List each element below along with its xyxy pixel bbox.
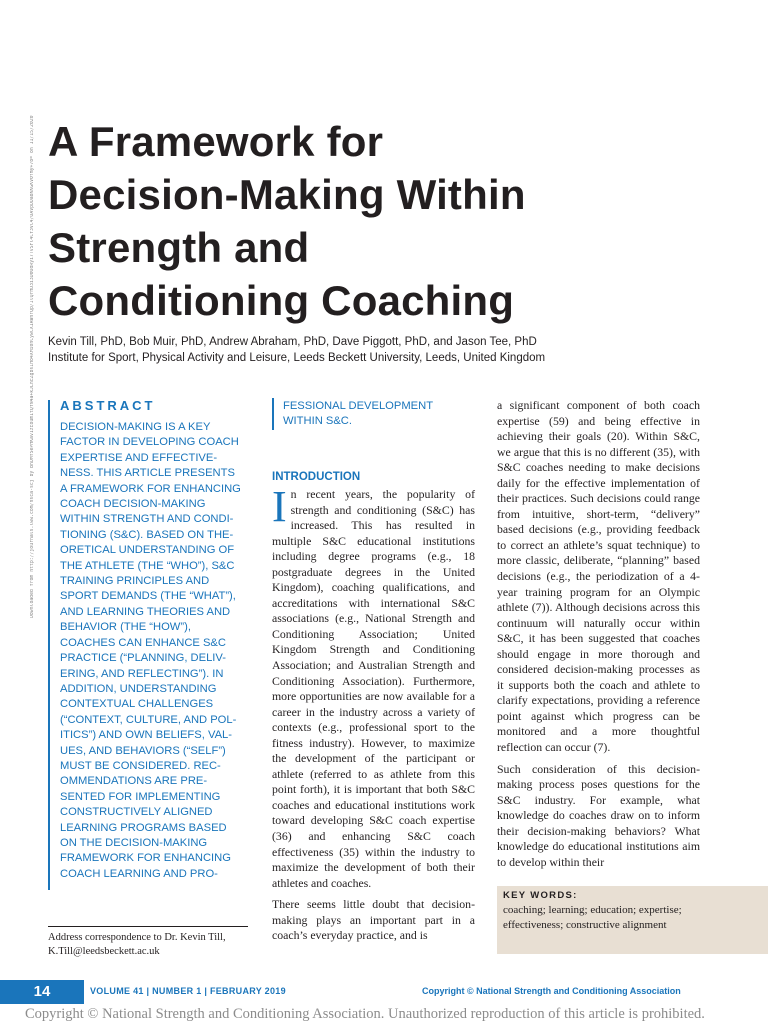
- abstract-line: AND LEARNING THEORIES AND: [60, 605, 231, 618]
- footer-copyright: Copyright © National Strength and Conditioning Association: [422, 986, 681, 996]
- abstract-heading: ABSTRACT: [60, 398, 156, 413]
- download-watermark: [28, 115, 40, 868]
- abstract-line: TIONING (S&C). BASED ON THE-: [60, 528, 234, 541]
- abstract-line: A FRAMEWORK FOR ENHANCING: [60, 482, 241, 495]
- abstract-line: TRAINING PRINCIPLES AND: [60, 575, 210, 588]
- journal-volume: VOLUME 41 | NUMBER 1 | FEBRUARY 2019: [90, 986, 286, 996]
- introduction-heading: INTRODUCTION: [272, 471, 361, 483]
- article-title: [48, 115, 748, 327]
- abstract-line: DECISION-MAKING IS A KEY: [60, 421, 211, 433]
- abstract-line: OMMENDATIONS ARE PRE-: [60, 775, 208, 788]
- drop-cap: I: [272, 482, 287, 531]
- abstract-rule: [48, 400, 50, 890]
- abstract-line: WITHIN STRENGTH AND CONDI-: [60, 513, 234, 526]
- abstract-line: COACH DECISION-MAKING: [60, 498, 206, 511]
- body-column-middle: [272, 482, 475, 950]
- abstract-line: PRACTICE (“PLANNING, DELIV-: [60, 652, 226, 665]
- abstract-continuation-rule: [272, 398, 274, 430]
- abstract-line: COACH LEARNING AND PRO-: [60, 867, 218, 880]
- abstract-line: UES, AND BEHAVIORS (“SELF”): [60, 744, 226, 757]
- abstract-line: CONTEXTUAL CHALLENGES: [60, 698, 214, 711]
- abstract-line: FACTOR IN DEVELOPING COACH: [60, 436, 239, 449]
- body-paragraph: a significant component of both coach expertise (59) and being effective in achieving their goals (20). Within S&C, we argue that this is no different (35), with S&C coaches needing to make decisions daily for the effective implementation of their practices. Such decisions could range from intuitive, short-term, “delivery” based decisions (e.g., providing feedback to correct an athlete’s squat technique) to more classic, deliberate, “planning” based decisions (e.g., the periodization of a 4-year training program for an Olympic athlete (7)). Although decisions across this continuum will naturally occur within S&C, it has been suggested that coaches should engage in more thorough and considered decision-making processes as it supports both the coach and athlete to clarify expectations, providing a reference point against which progress can be monitored and a more thoughtful reflection can occur (7).: [497, 398, 700, 755]
- abstract-line: LEARNING PROGRAMS BASED: [60, 821, 227, 834]
- abstract-line: ERING, AND REFLECTING”). IN: [60, 667, 224, 680]
- abstract-line: EXPERTISE AND EFFECTIVE-: [60, 451, 218, 464]
- keywords-heading: KEY WORDS:: [503, 890, 578, 901]
- abstract-line: ORETICAL UNDERSTANDING OF: [60, 544, 235, 557]
- abstract-line: SPORT DEMANDS (THE “WHAT”),: [60, 590, 236, 603]
- abstract-text: [60, 420, 260, 882]
- footnote-rule: [48, 926, 248, 927]
- title-line: A Framework for: [48, 118, 384, 165]
- abstract-line: ON THE DECISION-MAKING: [60, 836, 208, 849]
- body-paragraph: Such consideration of this decision-making process poses questions for the S&C industry. For example, what knowledge do coaches draw on to inform their decision-making behaviors? What knowledge do educational institutions aim to develop within their: [497, 761, 700, 869]
- abstract-continuation: [283, 399, 433, 430]
- abstract-line: BEHAVIOR (THE “HOW”),: [60, 621, 191, 634]
- abstract-line: (“CONTEXT, CULTURE, AND POL-: [60, 713, 237, 726]
- affiliation: Institute for Sport, Physical Activity and Leisure, Leeds Beckett University, Leeds, United Kingdom: [48, 352, 546, 364]
- page-number: 14: [0, 980, 84, 1004]
- abstract-line: FESSIONAL DEVELOPMENT: [283, 400, 434, 412]
- abstract-line: ADDITION, UNDERSTANDING: [60, 682, 217, 695]
- body-column-right: [497, 398, 700, 876]
- abstract-line: CONSTRUCTIVELY ALIGNED: [60, 806, 213, 819]
- authors: Kevin Till, PhD, Bob Muir, PhD, Andrew Abraham, PhD, Dave Piggott, PhD, and Jason Tee, PhD: [48, 336, 537, 348]
- paragraph-text: n recent years, the popularity of strength and conditioning (S&C) has increased. This has resulted in multiple S&C educational institutions including degree programs (e.g., 18 postgraduate degrees in the United Kingdom), coaching qualifications, and accreditations with international S&C associations (e.g., National Strength and Conditioning Association; United Kingdom Strength and Conditioning Association; and Australian Strength and Conditioning Association). Furthermore, more opportunities are now available for a career in the industry across a variety of contexts (e.g., professional sport to the fitness industry). However, to maximize the development of the participant or athlete (referred to as athlete from this point forth), it is important that both S&C coaches and educational institutions work toward developing S&C coach expertise (36) and enhancing S&C coach effectiveness (35) within the industry to maximize the development of both their athletes and coaches.: [272, 487, 475, 890]
- copyright-notice: Copyright © National Strength and Conditioning Association. Unauthorized reproduction of this article is prohibited.: [25, 1006, 705, 1022]
- body-paragraph: There seems little doubt that decision-making plays an important part in a coach’s everyday practice, and is: [272, 897, 475, 943]
- abstract-line: MUST BE CONSIDERED. REC-: [60, 759, 221, 772]
- abstract-line: NESS. THIS ARTICLE PRESENTS: [60, 467, 235, 480]
- author-block: [48, 334, 545, 366]
- keywords-text: coaching; learning; education; expertise; effectiveness; constructive alignment: [503, 904, 682, 931]
- correspondence-address: Address correspondence to Dr. Kevin Till, K.Till@leedsbeckett.ac.uk: [48, 932, 226, 957]
- abstract-line: THE ATHLETE (THE “WHO”), S&C: [60, 559, 235, 572]
- abstract-line: FRAMEWORK FOR ENHANCING: [60, 852, 231, 865]
- title-line: Conditioning Coaching: [48, 277, 515, 324]
- abstract-line: ITICS”) AND OWN BELIEFS, VAL-: [60, 729, 232, 742]
- title-line: Decision-Making Within: [48, 171, 526, 218]
- body-paragraph: [272, 482, 475, 891]
- abstract-line: WITHIN S&C.: [283, 415, 352, 428]
- abstract-line: COACHES CAN ENHANCE S&C: [60, 636, 226, 649]
- title-line: Strength and: [48, 224, 310, 271]
- abstract-line: SENTED FOR IMPLEMENTING: [60, 790, 221, 803]
- download-note: Downloaded from http://journals.lww.com/nsca-scj by BhDMf5ePHKav1zEoum1tQfN4a+kJLhEZgbsIHo4XMi0hCywCX1AWnYQp/IlQrHD3i3D0OdRyi7TvSFl4Cf3VC4/OAVpDDa8KKGKV0Ymy+78= on 11/15/2020: [30, 115, 35, 618]
